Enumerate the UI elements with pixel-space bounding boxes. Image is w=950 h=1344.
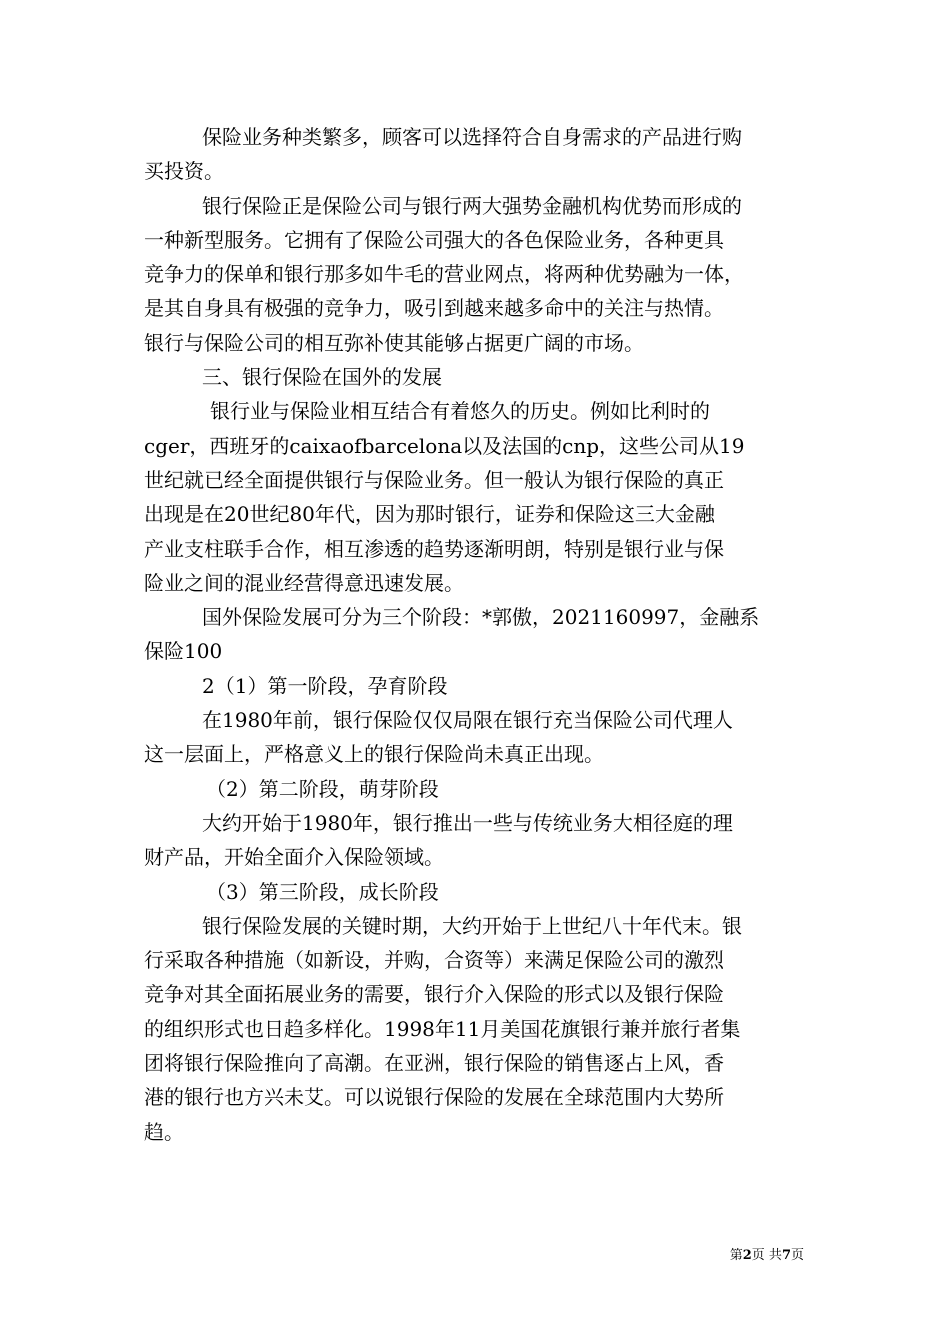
text-line: cger，西班牙的caixaofbarcelona以及法国的cnp，这些公司从19 [144, 433, 745, 458]
current-page-number: 2 [742, 1248, 752, 1263]
text-line: 是其自身具有极强的竞争力，吸引到越来越多命中的关注与热情。 [144, 296, 724, 321]
text-line: 银行业与保险业相互结合有着悠久的历史。例如比利时的 [210, 399, 710, 424]
text-line: 保险100 [144, 639, 223, 664]
text-line: 出现是在20世纪80年代，因为那时银行，证券和保险这三大金融 [144, 502, 715, 527]
footer-middle: 页 共 [751, 1248, 782, 1263]
body-text [144, 120, 808, 1149]
stage-heading: （3）第三阶段，成长阶段 [206, 879, 439, 904]
text-line: 银行保险正是保险公司与银行两大强势金融机构优势而形成的 [202, 193, 742, 218]
footer-suffix: 页 [790, 1248, 804, 1263]
text-line: 这一层面上，严格意义上的银行保险尚未真正出现。 [144, 742, 604, 767]
page-footer [730, 1248, 804, 1264]
text-line: 团将银行保险推向了高潮。在亚洲，银行保险的销售逐占上风，香 [144, 1051, 724, 1076]
text-line: 国外保险发展可分为三个阶段：*郭傲，2021160997，金融系 [202, 605, 760, 630]
total-page-number: 7 [781, 1248, 791, 1263]
text-line: 一种新型服务。它拥有了保险公司强大的各色保险业务，各种更具 [144, 227, 724, 252]
section-heading: 三、银行保险在国外的发展 [202, 365, 442, 390]
text-line: 大约开始于1980年，银行推出一些与传统业务大相径庭的理 [202, 810, 733, 835]
text-line: 竞争对其全面拓展业务的需要，银行介入保险的形式以及银行保险 [144, 982, 724, 1007]
text-line: 险业之间的混业经营得意迅速发展。 [144, 570, 464, 595]
text-line: 银行保险发展的关键时期，大约开始于上世纪八十年代末。银 [202, 913, 742, 938]
stage-heading: （2）第二阶段，萌芽阶段 [206, 776, 439, 801]
text-line: 产业支柱联手合作，相互渗透的趋势逐渐明朗，特别是银行业与保 [144, 536, 724, 561]
text-line: 港的银行也方兴未艾。可以说银行保险的发展在全球范围内大势所 [144, 1085, 724, 1110]
text-line: 的组织形式也日趋多样化。1998年11月美国花旗银行兼并旅行者集 [144, 1016, 741, 1041]
text-line: 保险业务种类繁多，顾客可以选择符合自身需求的产品进行购 [202, 125, 742, 149]
footer-prefix: 第 [729, 1248, 743, 1263]
text-line: 银行与保险公司的相互弥补使其能够占据更广阔的市场。 [144, 330, 644, 355]
stage-heading: 2（1）第一阶段，孕育阶段 [202, 673, 448, 698]
text-line: 财产品，开始全面介入保险领域。 [144, 845, 444, 870]
text-line: 竞争力的保单和银行那多如牛毛的营业网点，将两种优势融为一体， [144, 262, 744, 287]
text-line: 买投资。 [144, 159, 224, 184]
text-line: 在1980年前，银行保险仅仅局限在银行充当保险公司代理人 [202, 708, 733, 733]
text-line: 行采取各种措施（如新设，并购，合资等）来满足保险公司的激烈 [144, 948, 724, 973]
text-line: 世纪就已经全面提供银行与保险业务。但一般认为银行保险的真正 [144, 467, 724, 492]
text-line: 趋。 [144, 1119, 184, 1144]
